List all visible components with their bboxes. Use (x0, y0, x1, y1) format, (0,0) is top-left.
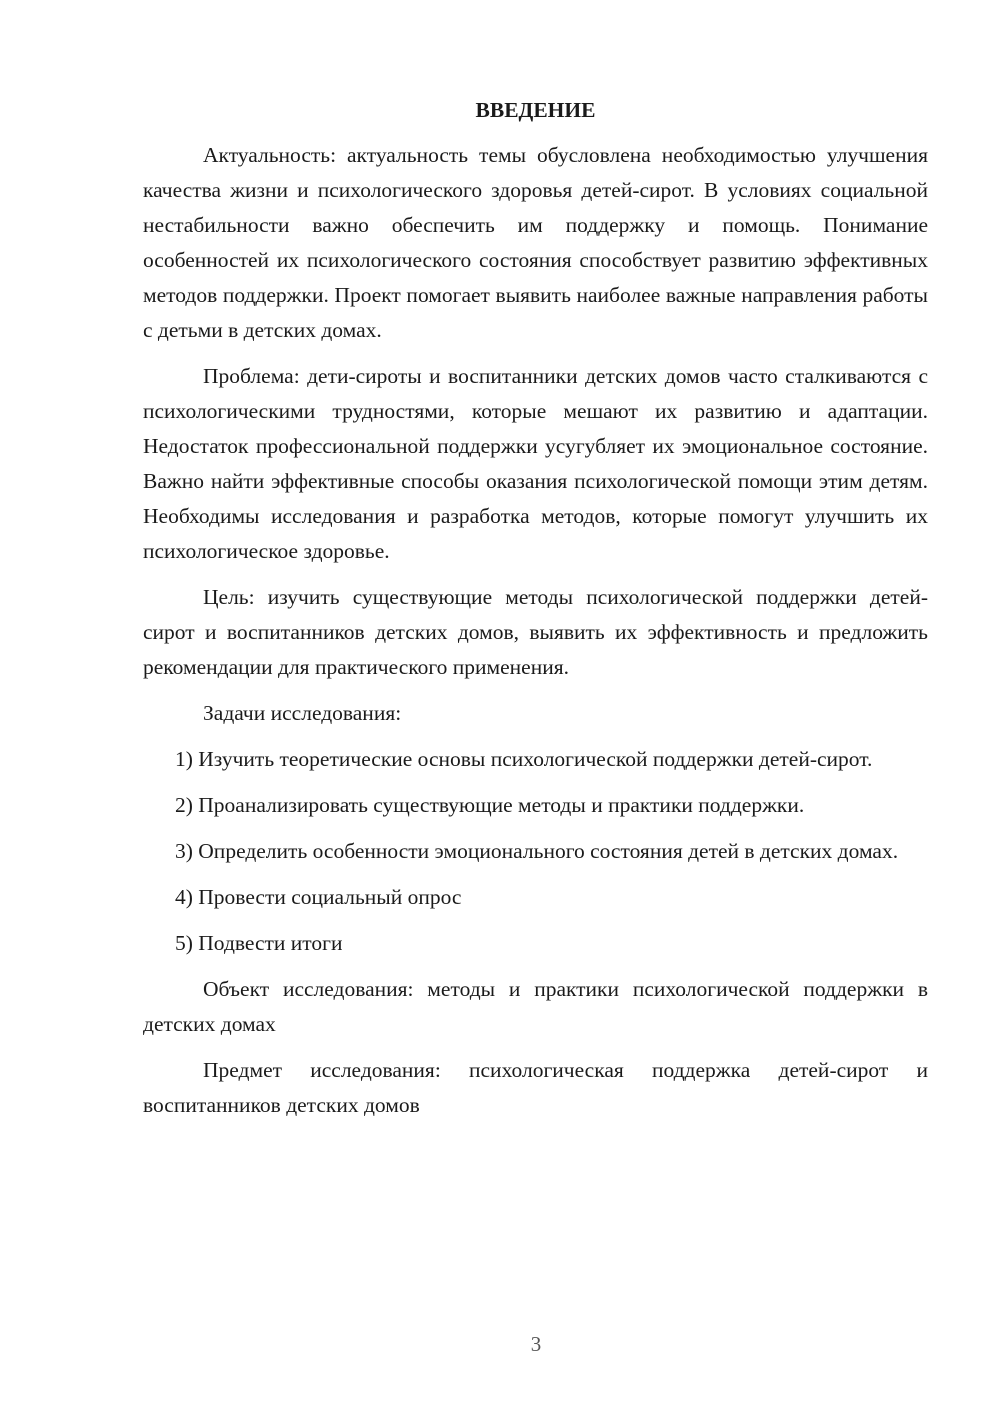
paragraph-subject: Предмет исследования: психологическая поддержка детей-сирот и воспитанников детских домов (143, 1058, 928, 1117)
paragraph-object: Объект исследования: методы и практики психологической поддержки в детских домах (143, 977, 928, 1036)
task-item-5: 5) Подвести итоги (175, 931, 343, 955)
document-page (143, 93, 928, 1134)
page-title: ВВЕДЕНИЕ (475, 98, 596, 122)
paragraph-problem: Проблема: дети-сироты и воспитанники детских домов часто сталкиваются с психологическими трудностями, которые мешают их развитию и адаптации. Недостаток профессиональной поддержки усугубляет их эмоциональное состояние. Важно найти эффективные способы оказания психологической помощи этим детям. Необходимы исследования и разработка методов, которые помогут улучшить их психологическое здоровье. (143, 364, 928, 563)
task-item-3: 3) Определить особенности эмоционального состояния детей в детских домах. (175, 839, 899, 863)
task-item-2: 2) Проанализировать существующие методы и практики поддержки. (175, 793, 805, 817)
paragraph-tasks-heading: Задачи исследования: (203, 701, 402, 725)
task-item-4: 4) Провести социальный опрос (175, 885, 462, 909)
page-number: 3 (530, 1332, 542, 1356)
task-item-1: 1) Изучить теоретические основы психологической поддержки детей-сирот. (175, 747, 873, 771)
paragraph-relevance: Актуальность: актуальность темы обусловлена необходимостью улучшения качества жизни и психологического здоровья детей-сирот. В условиях социальной нестабильности важно обеспечить им поддержку и помощь. Понимание особенностей их психологического состояния способствует развитию эффективных методов поддержки. Проект помогает выявить наиболее важные направления работы с детьми в детских домах. (143, 143, 928, 342)
paragraph-goal: Цель: изучить существующие методы психологической поддержки детей-сирот и воспитанников детских домов, выявить их эффективность и предложить рекомендации для практического применения. (143, 585, 928, 679)
